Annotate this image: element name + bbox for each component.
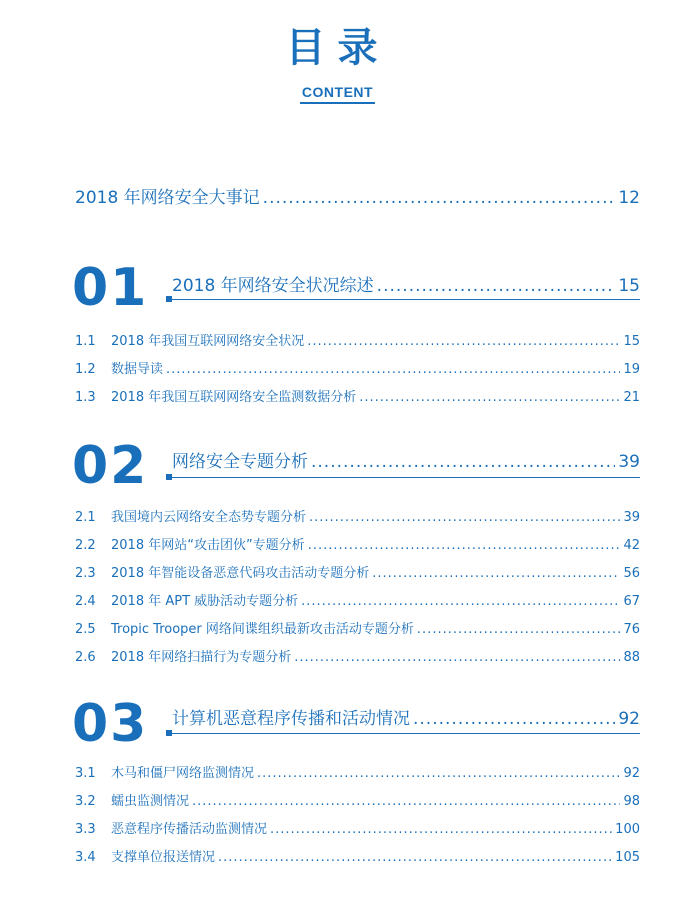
entry-page: 98 (623, 794, 640, 809)
entry-label: 2018 年网络扫描行为专题分析 (111, 650, 292, 665)
toc-entry-3-3[interactable] (75, 818, 640, 837)
entry-label: 支撑单位报送情况 (111, 850, 216, 865)
entry-number: 2.1 (75, 510, 96, 525)
leader-dots (294, 650, 620, 665)
section-rule (168, 733, 640, 734)
entry-number: 3.4 (75, 850, 96, 865)
entry-label: 2018 年我国互联网网络安全监测数据分析 (111, 390, 357, 405)
toc-entry-1-3[interactable] (75, 386, 640, 405)
toc-entry-3-2[interactable] (75, 790, 640, 809)
section-number-01: 01 (72, 258, 149, 318)
entry-label: 数据导读 (111, 362, 164, 377)
leader-dots (413, 709, 615, 729)
entry-page: 92 (623, 766, 640, 781)
toc-entry-2-5[interactable] (75, 618, 640, 637)
entry-number: 2.4 (75, 594, 96, 609)
subtitle-text: CONTENT (300, 82, 375, 104)
entry-number: 1.2 (75, 362, 96, 377)
leader-dots (270, 822, 612, 837)
entry-page: 39 (623, 510, 640, 525)
section-title: 计算机恶意程序传播和活动情况 (172, 709, 410, 729)
entry-page: 19 (623, 362, 640, 377)
entry-page: 88 (623, 650, 640, 665)
section-rule (168, 477, 640, 478)
section-heading-03[interactable] (172, 704, 640, 729)
toc-intro-page: 12 (618, 188, 640, 208)
entry-page: 100 (615, 822, 640, 837)
entry-number: 1.3 (75, 390, 96, 405)
entry-page: 21 (623, 390, 640, 405)
entry-label: 恶意程序传播活动监测情况 (111, 822, 268, 837)
leader-dots (311, 452, 615, 472)
entry-label: 我国境内云网络安全态势专题分析 (111, 510, 307, 525)
leader-dots (263, 188, 616, 208)
leader-dots (309, 510, 620, 525)
leader-dots (166, 362, 620, 377)
entry-page: 67 (623, 594, 640, 609)
entry-number: 2.3 (75, 566, 96, 581)
entry-label: 木马和僵尸网络监测情况 (111, 766, 255, 781)
page-subtitle (0, 82, 675, 104)
entry-page: 56 (623, 566, 640, 581)
section-number-03: 03 (72, 694, 149, 754)
section-heading-02[interactable] (172, 447, 640, 472)
section-page: 92 (618, 709, 640, 729)
entry-label: 2018 年网站“攻击团伙”专题分析 (111, 538, 305, 553)
section-rule (168, 299, 640, 300)
section-title: 2018 年网络安全状况综述 (172, 276, 374, 296)
leader-dots (192, 794, 620, 809)
section-number-02: 02 (72, 436, 149, 496)
entry-page: 105 (615, 850, 640, 865)
toc-intro-entry[interactable] (75, 183, 640, 208)
leader-dots (359, 390, 620, 405)
entry-label: Tropic Trooper 网络间谍组织最新攻击活动专题分析 (111, 622, 414, 637)
entry-label: 2018 年 APT 威胁活动专题分析 (111, 594, 299, 609)
leader-dots (218, 850, 612, 865)
entry-label: 蠕虫监测情况 (111, 794, 190, 809)
entry-number: 3.2 (75, 794, 96, 809)
toc-entry-3-1[interactable] (75, 762, 640, 781)
entry-number: 1.1 (75, 334, 96, 349)
entry-number: 2.5 (75, 622, 96, 637)
leader-dots (308, 538, 621, 553)
toc-entry-2-1[interactable] (75, 506, 640, 525)
entry-label: 2018 年我国互联网网络安全状况 (111, 334, 305, 349)
section-page: 39 (618, 452, 640, 472)
toc-entry-3-4[interactable] (75, 846, 640, 865)
section-title: 网络安全专题分析 (172, 452, 308, 472)
leader-dots (417, 622, 621, 637)
toc-entry-2-3[interactable] (75, 562, 640, 581)
entry-number: 2.2 (75, 538, 96, 553)
entry-number: 3.3 (75, 822, 96, 837)
toc-intro-label: 2018 年网络安全大事记 (75, 188, 260, 208)
entry-page: 76 (623, 622, 640, 637)
entry-label: 2018 年智能设备恶意代码攻击活动专题分析 (111, 566, 370, 581)
toc-entry-1-2[interactable] (75, 358, 640, 377)
page-title: 目录 (285, 25, 390, 71)
entry-page: 42 (623, 538, 640, 553)
section-heading-01[interactable] (172, 271, 640, 296)
section-page: 15 (618, 276, 640, 296)
entry-number: 3.1 (75, 766, 96, 781)
toc-entry-2-6[interactable] (75, 646, 640, 665)
leader-dots (301, 594, 620, 609)
entry-page: 15 (623, 334, 640, 349)
leader-dots (377, 276, 616, 296)
leader-dots (257, 766, 620, 781)
toc-entry-2-4[interactable] (75, 590, 640, 609)
leader-dots (307, 334, 620, 349)
entry-number: 2.6 (75, 650, 96, 665)
toc-entry-1-1[interactable] (75, 330, 640, 349)
leader-dots (372, 566, 620, 581)
toc-entry-2-2[interactable] (75, 534, 640, 553)
